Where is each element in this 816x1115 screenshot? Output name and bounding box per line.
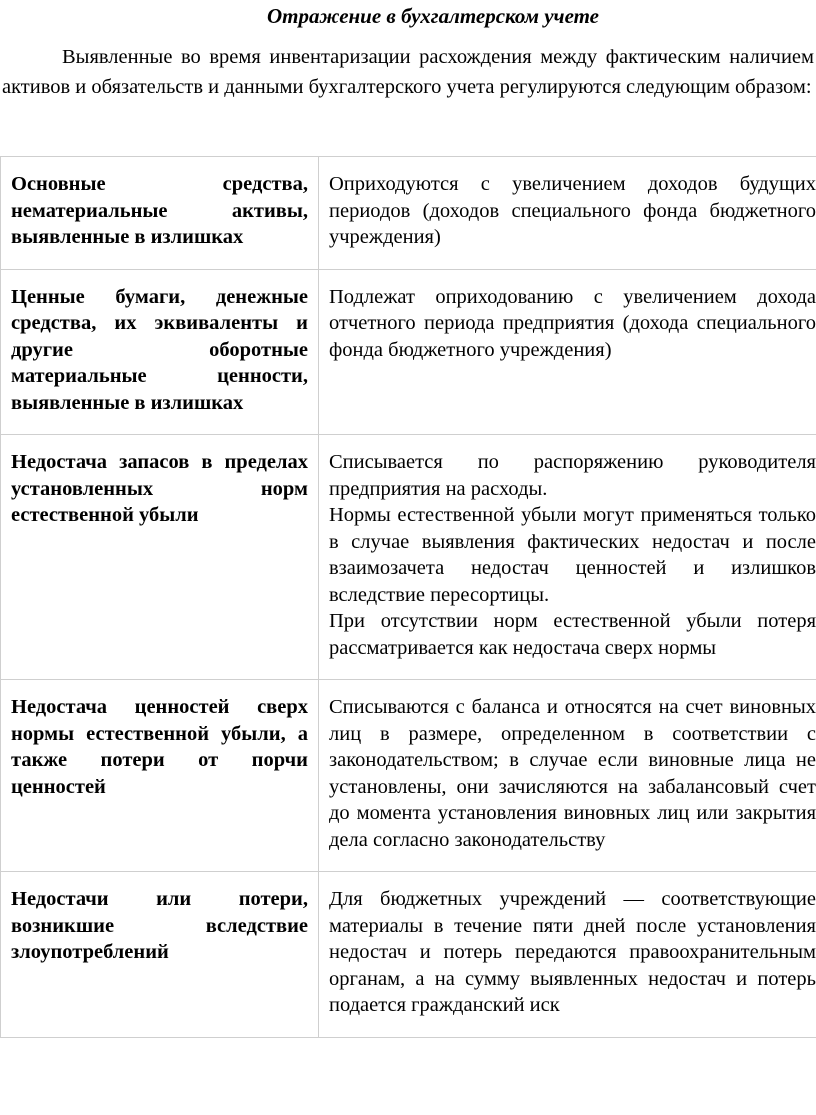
- table-row: [1, 680, 816, 872]
- treatment-cell: [319, 872, 816, 1038]
- accounting-table: [0, 156, 816, 1038]
- table-row: [1, 269, 816, 435]
- treatment-text: Списываются с баланса и относятся на счет виновных лиц в размере, определенном в соответствии с законодательством; в случае если виновные лица не установлены, они зачисляются на забалансовый счет до момента установления виновных лиц или закрытия дела согласно законодательству: [329, 696, 816, 851]
- item-cell: Ценные бумаги, денежные средства, их эквиваленты и другие оборотные материальные ценности, выявленные в излишках: [1, 269, 319, 435]
- table-row: [1, 157, 816, 270]
- treatment-cell: [319, 435, 816, 680]
- treatment-cell: [319, 680, 816, 872]
- table-row: [1, 872, 816, 1038]
- treatment-cell: [319, 269, 816, 435]
- item-cell: Недостача запасов в пределах установленных норм естественной убыли: [1, 435, 319, 680]
- treatment-text: Оприходуются с увеличением доходов будущих периодов (доходов специального фонда бюджетного учреждения): [329, 173, 816, 248]
- document-title: Отражение в бухгалтерском учете: [266, 4, 599, 28]
- table-row: [1, 435, 816, 680]
- treatment-text: Списывается по распоряжению руководителя предприятия на расходы.: [329, 451, 816, 500]
- item-cell: Недостача ценностей сверх нормы естественной убыли, а также потери от порчи ценностей: [1, 680, 319, 872]
- treatment-text: Подлежат оприходованию с увеличением дохода отчетного периода предприятия (дохода специального фонда бюджетного учреждения): [329, 285, 816, 361]
- treatment-text: Для бюджетных учреждений — соответствующие материалы в течение пяти дней после установления недостач и потерь передаются правоохранительным органам, а на сумму выявленных недостач и потерь подается гражданский иск: [329, 888, 816, 1016]
- item-cell: Основные средства, нематериальные активы, выявленные в излишках: [1, 157, 319, 270]
- item-cell: Недостачи или потери, возникшие вследствие злоупотреблений: [1, 872, 319, 1038]
- treatment-text: При отсутствии норм естественной убыли потеря рассматривается как недостача сверх нормы: [329, 610, 816, 659]
- treatment-text: Нормы естественной убыли могут применяться только в случае выявления фактических недостач и после взаимозачета недостач ценностей и излишков вследствие пересортицы.: [329, 504, 816, 606]
- treatment-cell: [319, 157, 816, 270]
- intro-paragraph: Выявленные во время инвентаризации расхождения между фактическим наличием активов и обязательств и данными бухгалтерского учета регулируются следующим образом:: [2, 46, 814, 98]
